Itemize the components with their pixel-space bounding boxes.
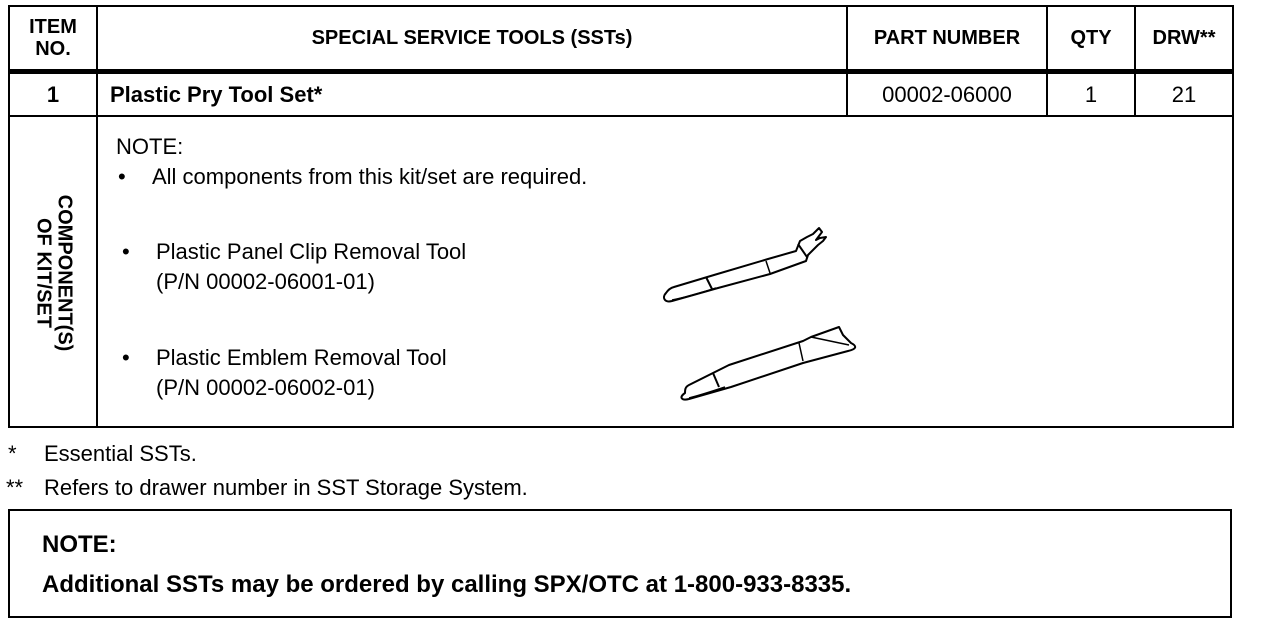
note-box-text: Additional SSTs may be ordered by calling SPX/OTC at 1-800-933-8335. <box>42 571 852 598</box>
header-part-number: PART NUMBER <box>873 27 1021 49</box>
header-drw: DRW** <box>1152 27 1216 49</box>
row-part-number: 00002-06000 <box>882 81 1012 107</box>
footnote-text: Refers to drawer number in SST Storage System. <box>44 475 528 500</box>
footnote-mark: ** <box>6 475 24 500</box>
row-tool-name: Plastic Pry Tool Set* <box>110 81 323 107</box>
row-item-no: 1 <box>46 81 60 107</box>
components-note-bullet: All components from this kit/set are required. <box>152 164 588 189</box>
note-box-title: NOTE: <box>42 531 117 558</box>
side-label-line1: COMPONENT(S) <box>53 194 76 351</box>
sst-table <box>8 5 1234 428</box>
component-name: Plastic Panel Clip Removal Tool <box>156 239 467 264</box>
footnote-mark: * <box>8 441 17 466</box>
header-tools: SPECIAL SERVICE TOOLS (SSTs) <box>311 27 633 49</box>
note-box <box>8 509 1232 618</box>
components-side-label <box>10 119 96 426</box>
component-name: Plastic Emblem Removal Tool <box>156 345 447 370</box>
header-qty: QTY <box>1070 27 1112 49</box>
components-note-label: NOTE: <box>116 134 184 159</box>
component-part-number: (P/N 00002-06001-01) <box>156 269 375 294</box>
emblem-tool-icon <box>673 321 863 401</box>
panel-clip-tool-icon <box>658 217 838 307</box>
row-drw: 21 <box>1171 81 1197 107</box>
components-area <box>98 119 1232 426</box>
side-label-line2: OF KIT/SET <box>32 217 55 328</box>
component-part-number: (P/N 00002-06002-01) <box>156 375 375 400</box>
bullet-icon: • <box>118 164 126 189</box>
bullet-icon: • <box>122 345 130 370</box>
footnote-text: Essential SSTs. <box>44 441 197 466</box>
row-divider <box>10 115 1232 117</box>
row-qty: 1 <box>1084 81 1098 107</box>
bullet-icon: • <box>122 239 130 264</box>
header-item-no: ITEM NO. <box>29 16 77 60</box>
